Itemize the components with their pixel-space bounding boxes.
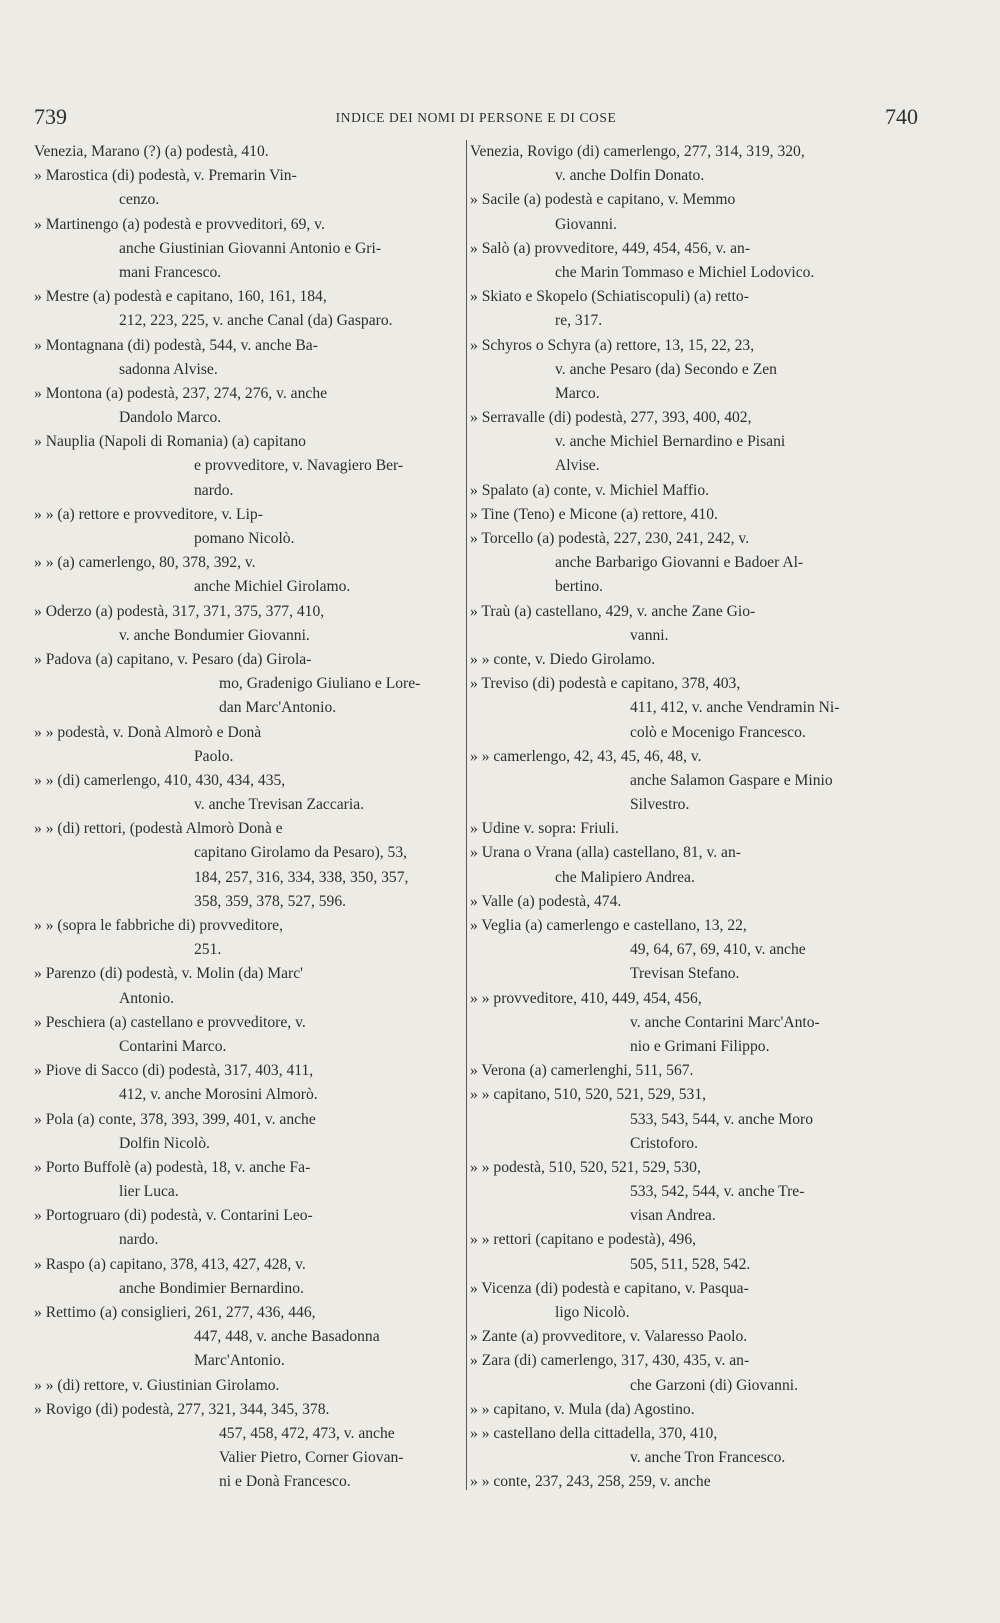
page-header bbox=[34, 104, 918, 134]
index-line: » Serravalle (di) podestà, 277, 393, 400, 402, bbox=[470, 409, 752, 427]
index-line: » Torcello (a) podestà, 227, 230, 241, 242, v. bbox=[470, 530, 750, 547]
index-line: » Parenzo (di) podestà, v. Molin (da) Marc' bbox=[34, 965, 303, 983]
index-line: » Mestre (a) podestà e capitano, 160, 161, 184, bbox=[34, 288, 327, 306]
index-line: » Raspo (a) capitano, 378, 413, 427, 428, v. bbox=[34, 1255, 306, 1273]
index-line: » Vicenza (di) podestà e capitano, v. Pasqua- bbox=[470, 1279, 749, 1297]
index-line: v. anche Trevisan Zaccaria. bbox=[194, 796, 365, 814]
index-line: » » (di) rettori, (podestà Almorò Donà e bbox=[34, 820, 283, 838]
index-line: » Tine (Teno) e Micone (a) rettore, 410. bbox=[470, 505, 718, 523]
index-line: » Udine v. sopra: Friuli. bbox=[470, 820, 619, 838]
index-line: Marc'Antonio. bbox=[194, 1352, 285, 1370]
index-line: » » (sopra le fabbriche di) provveditore, bbox=[34, 917, 283, 934]
index-line: » » conte, 237, 243, 258, 259, v. anche bbox=[470, 1473, 711, 1491]
index-line: » Rettimo (a) consiglieri, 261, 277, 436, 446, bbox=[34, 1304, 316, 1321]
index-line: » Portogruaro (di) podestà, v. Contarini Leo- bbox=[34, 1207, 313, 1225]
index-line: bertino. bbox=[555, 578, 604, 596]
index-line: 411, 412, v. anche Vendramin Ni- bbox=[630, 699, 840, 717]
index-line: 212, 223, 225, v. anche Canal (da) Gasparo. bbox=[119, 312, 393, 330]
index-line: » » (a) camerlengo, 80, 378, 392, v. bbox=[34, 554, 256, 572]
column-divider bbox=[466, 140, 467, 1490]
page-number-right: 740 bbox=[885, 104, 918, 129]
index-line: » » (di) camerlengo, 410, 430, 434, 435, bbox=[34, 771, 286, 789]
index-line: » Treviso (di) podestà e capitano, 378, 403, bbox=[470, 675, 741, 693]
index-line: » Verona (a) camerlenghi, 511, 567. bbox=[470, 1062, 694, 1080]
index-line: nardo. bbox=[119, 1231, 159, 1249]
index-line: » Montona (a) podestà, 237, 274, 276, v. anche bbox=[34, 384, 328, 402]
index-line: sadonna Alvise. bbox=[119, 360, 218, 378]
index-line: » Peschiera (a) castellano e provveditore, v. bbox=[34, 1013, 306, 1031]
index-line: » Marostica (di) podestà, v. Premarin Vin- bbox=[34, 167, 297, 185]
index-line: v. anche Dolfin Donato. bbox=[555, 167, 705, 185]
index-line: Marco. bbox=[555, 384, 600, 402]
index-line: Valier Pietro, Corner Giovan- bbox=[219, 1449, 404, 1467]
index-line: » Valle (a) podestà, 474. bbox=[470, 892, 622, 910]
index-line: Contarini Marco. bbox=[119, 1037, 227, 1055]
index-line: » » castellano della cittadella, 370, 410, bbox=[470, 1424, 718, 1442]
index-line: » Traù (a) castellano, 429, v. anche Zane Gio- bbox=[470, 602, 756, 620]
index-line: v. anche Contarini Marc'Anto- bbox=[630, 1013, 820, 1031]
index-line: » Sacile (a) podestà e capitano, v. Memmo bbox=[470, 191, 736, 209]
index-line: » Veglia (a) camerlengo e castellano, 13, 22, bbox=[470, 917, 747, 934]
index-line: Silvestro. bbox=[630, 796, 690, 814]
index-line: 457, 458, 472, 473, v. anche bbox=[219, 1424, 395, 1442]
index-line: che Malipiero Andrea. bbox=[555, 868, 695, 886]
index-line: ligo Nicolò. bbox=[555, 1304, 630, 1321]
index-line: che Garzoni (di) Giovanni. bbox=[630, 1376, 799, 1394]
index-line: vanni. bbox=[630, 626, 669, 644]
index-line: » » (di) rettore, v. Giustinian Girolamo. bbox=[34, 1376, 280, 1394]
index-line: » » camerlengo, 42, 43, 45, 46, 48, v. bbox=[470, 747, 702, 765]
index-line: » Urana o Vrana (alla) castellano, 81, v. an- bbox=[470, 844, 741, 862]
index-line: » Padova (a) capitano, v. Pesaro (da) Girola- bbox=[34, 650, 312, 668]
index-line: pomano Nicolò. bbox=[194, 530, 295, 547]
index-line: 49, 64, 67, 69, 410, v. anche bbox=[630, 941, 806, 959]
index-line: Paolo. bbox=[194, 747, 234, 765]
index-line: Dolfin Nicolò. bbox=[119, 1134, 210, 1152]
index-line: mani Francesco. bbox=[119, 263, 222, 281]
index-line: » Salò (a) provveditore, 449, 454, 456, v. an- bbox=[470, 239, 751, 257]
index-line: » Zante (a) provveditore, v. Valaresso Paolo. bbox=[470, 1328, 748, 1346]
index-line: » » podestà, 510, 520, 521, 529, 530, bbox=[470, 1158, 701, 1176]
index-line: 251. bbox=[194, 941, 222, 959]
index-line: mo, Gradenigo Giuliano e Lore- bbox=[219, 675, 421, 693]
index-line: nardo. bbox=[194, 481, 234, 499]
index-line: » Nauplia (Napoli di Romania) (a) capitano bbox=[34, 433, 306, 451]
index-line: » » rettori (capitano e podestà), 496, bbox=[470, 1231, 697, 1249]
index-line: cenzo. bbox=[119, 191, 160, 209]
index-line: anche Bondimier Bernardino. bbox=[119, 1279, 304, 1297]
index-line: 447, 448, v. anche Basadonna bbox=[194, 1328, 380, 1346]
left-column bbox=[34, 140, 464, 1495]
index-line: dan Marc'Antonio. bbox=[219, 699, 337, 717]
index-line: » Spalato (a) conte, v. Michiel Maffio. bbox=[470, 481, 710, 499]
index-line: » Martinengo (a) podestà e provveditori, 69, v. bbox=[34, 215, 325, 233]
running-title: INDICE DEI NOMI DI PERSONE E DI COSE bbox=[335, 110, 617, 125]
index-line: ni e Donà Francesco. bbox=[219, 1473, 351, 1491]
index-line: » Oderzo (a) podestà, 317, 371, 375, 377, 410, bbox=[34, 602, 325, 620]
index-line: lier Luca. bbox=[119, 1183, 179, 1201]
index-line: 505, 511, 528, 542. bbox=[630, 1255, 751, 1273]
index-line: Venezia, Marano (?) (a) podestà, 410. bbox=[34, 143, 269, 160]
index-line: anche Salamon Gaspare e Minio bbox=[630, 771, 833, 789]
index-line: capitano Girolamo da Pesaro), 53, bbox=[194, 844, 408, 862]
index-line: anche Barbarigo Giovanni e Badoer Al- bbox=[555, 554, 804, 572]
index-line: che Marin Tommaso e Michiel Lodovico. bbox=[555, 263, 815, 281]
index-line: » » capitano, 510, 520, 521, 529, 531, bbox=[470, 1086, 707, 1104]
index-line: re, 317. bbox=[555, 312, 603, 330]
index-line: colò e Mocenigo Francesco. bbox=[630, 723, 806, 741]
index-line: » Rovigo (di) podestà, 277, 321, 344, 345, 378. bbox=[34, 1400, 330, 1418]
index-line: Antonio. bbox=[119, 989, 175, 1007]
index-line: v. anche Pesaro (da) Secondo e Zen bbox=[555, 360, 777, 378]
index-line: nio e Grimani Filippo. bbox=[630, 1037, 770, 1055]
right-column bbox=[470, 140, 900, 1495]
index-line: v. anche Michiel Bernardino e Pisani bbox=[555, 433, 786, 451]
index-line: visan Andrea. bbox=[630, 1207, 716, 1225]
index-line: » » (a) rettore e provveditore, v. Lip- bbox=[34, 505, 263, 523]
index-line: » » provveditore, 410, 449, 454, 456, bbox=[470, 989, 702, 1007]
index-line: 358, 359, 378, 527, 596. bbox=[194, 892, 347, 910]
index-line: Giovanni. bbox=[555, 215, 617, 233]
index-line: Alvise. bbox=[555, 457, 600, 475]
index-line: anche Michiel Girolamo. bbox=[194, 578, 351, 596]
page-number-left: 739 bbox=[34, 104, 67, 129]
index-line: Dandolo Marco. bbox=[119, 409, 222, 427]
index-line: » Piove di Sacco (di) podestà, 317, 403, 411, bbox=[34, 1062, 314, 1080]
index-line: 533, 543, 544, v. anche Moro bbox=[630, 1110, 814, 1128]
index-line: » » conte, v. Diedo Girolamo. bbox=[470, 650, 656, 668]
index-line: » Montagnana (di) podestà, 544, v. anche Ba- bbox=[34, 336, 318, 354]
index-line: » » capitano, v. Mula (da) Agostino. bbox=[470, 1400, 695, 1418]
index-line: Cristoforo. bbox=[630, 1134, 699, 1152]
index-line: 533, 542, 544, v. anche Tre- bbox=[630, 1183, 805, 1201]
index-line: 412, v. anche Morosini Almorò. bbox=[119, 1086, 318, 1104]
index-line: » Porto Buffolè (a) podestà, 18, v. anche Fa- bbox=[34, 1158, 311, 1176]
index-line: v. anche Tron Francesco. bbox=[630, 1449, 786, 1467]
index-line: Trevisan Stefano. bbox=[630, 965, 740, 983]
index-line: » Skiato e Skopelo (Schiatiscopuli) (a) retto- bbox=[470, 288, 749, 306]
index-line: » » podestà, v. Donà Almorò e Donà bbox=[34, 723, 262, 741]
index-line: anche Giustinian Giovanni Antonio e Gri- bbox=[119, 239, 382, 257]
index-line: » Pola (a) conte, 378, 393, 399, 401, v. anche bbox=[34, 1110, 316, 1128]
index-line: Venezia, Rovigo (di) camerlengo, 277, 314, 319, 320, bbox=[470, 143, 805, 160]
index-line: » Zara (di) camerlengo, 317, 430, 435, v. an- bbox=[470, 1352, 750, 1370]
index-line: v. anche Bondumier Giovanni. bbox=[119, 626, 310, 644]
index-line: » Schyros o Schyra (a) rettore, 13, 15, 22, 23, bbox=[470, 336, 755, 354]
index-line: e provveditore, v. Navagiero Ber- bbox=[194, 457, 404, 475]
index-line: 184, 257, 316, 334, 338, 350, 357, bbox=[194, 868, 409, 886]
